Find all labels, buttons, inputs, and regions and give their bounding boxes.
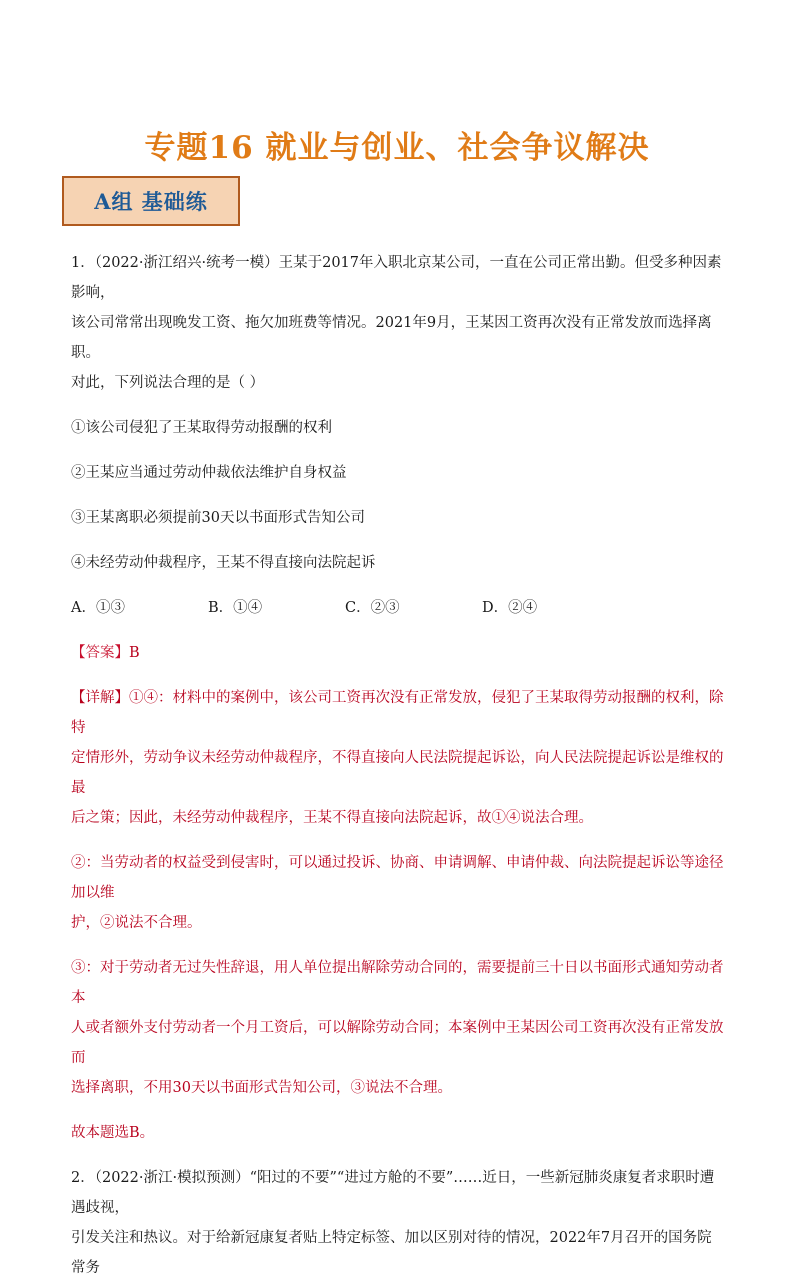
page-title: 专题16 就业与创业、社会争议解决: [144, 130, 650, 166]
answer-value: B: [129, 645, 140, 661]
answer-choices: [71, 593, 726, 623]
question-1: [71, 248, 726, 1148]
question-2: [71, 1163, 726, 1283]
question-stem-line: 1．（2022·浙江绍兴·统考一模）王某于2017年入职北京某公司，一直在公司正常出勤。但受多种因素影响，: [71, 255, 722, 301]
choice-b: B．①④: [208, 600, 263, 616]
group-label: A组 基础练: [94, 189, 208, 214]
explanation-block-2: [71, 848, 726, 938]
option-statement: ①该公司侵犯了王某取得劳动报酬的权利: [71, 420, 332, 436]
group-label-box: [62, 176, 240, 226]
explanation-line: 护，②说法不合理。: [71, 915, 202, 931]
answer-tag: 【答案】: [71, 645, 129, 661]
question-stem-line: 引发关注和热议。对于给新冠康复者贴上特定标签、加以区别对待的情况，2022年7月召开的国务院常务: [71, 1230, 712, 1276]
question-stem-line: 对此，下列说法合理的是（ ）: [71, 375, 265, 391]
explanation-block-1: [71, 683, 726, 833]
explanation-line: 定情形外，劳动争议未经劳动仲裁程序，不得直接向人民法院提起诉讼，向人民法院提起诉讼是维权的最: [71, 750, 724, 796]
explanation-line: 人或者额外支付劳动者一个月工资后，可以解除劳动合同；本案例中王某因公司工资再次没有正常发放而: [71, 1020, 724, 1066]
choice-c: C．②③: [345, 600, 400, 616]
answer-line: [71, 638, 726, 668]
explanation-line: 选择离职，不用30天以书面形式告知公司，③说法不合理。: [71, 1080, 452, 1096]
explanation-line: 后之策；因此，未经劳动仲裁程序，王某不得直接向法院起诉，故①④说法合理。: [71, 810, 593, 826]
conclusion: 故本题选B。: [71, 1125, 155, 1141]
explanation-line: 【详解】①④：材料中的案例中，该公司工资再次没有正常发放，侵犯了王某取得劳动报酬的权利，除特: [71, 690, 724, 736]
explanation-block-3: [71, 953, 726, 1103]
option-statement: ②王某应当通过劳动仲裁依法维护自身权益: [71, 465, 347, 481]
question-stem-line: 2．（2022·浙江·模拟预测）“阳过的不要”“进过方舱的不要”……近日，一些新冠肺炎康复者求职时遭遇歧视，: [71, 1170, 715, 1216]
option-statement: ③王某离职必须提前30天以书面形式告知公司: [71, 510, 365, 526]
choice-a: A．①③: [71, 600, 125, 616]
choice-d: D．②④: [482, 600, 538, 616]
document-body: [71, 248, 726, 1283]
explanation-line: ②：当劳动者的权益受到侵害时，可以通过投诉、协商、申请调解、申请仲裁、向法院提起诉讼等途径加以维: [71, 855, 724, 901]
explanation-line: ③：对于劳动者无过失性辞退，用人单位提出解除劳动合同的，需要提前三十日以书面形式通知劳动者本: [71, 960, 724, 1006]
question-stem-line: 该公司常常出现晚发工资、拖欠加班费等情况。2021年9月，王某因工资再次没有正常发放而选择离职。: [71, 315, 712, 361]
option-statement: ④未经劳动仲裁程序，王某不得直接向法院起诉: [71, 555, 376, 571]
